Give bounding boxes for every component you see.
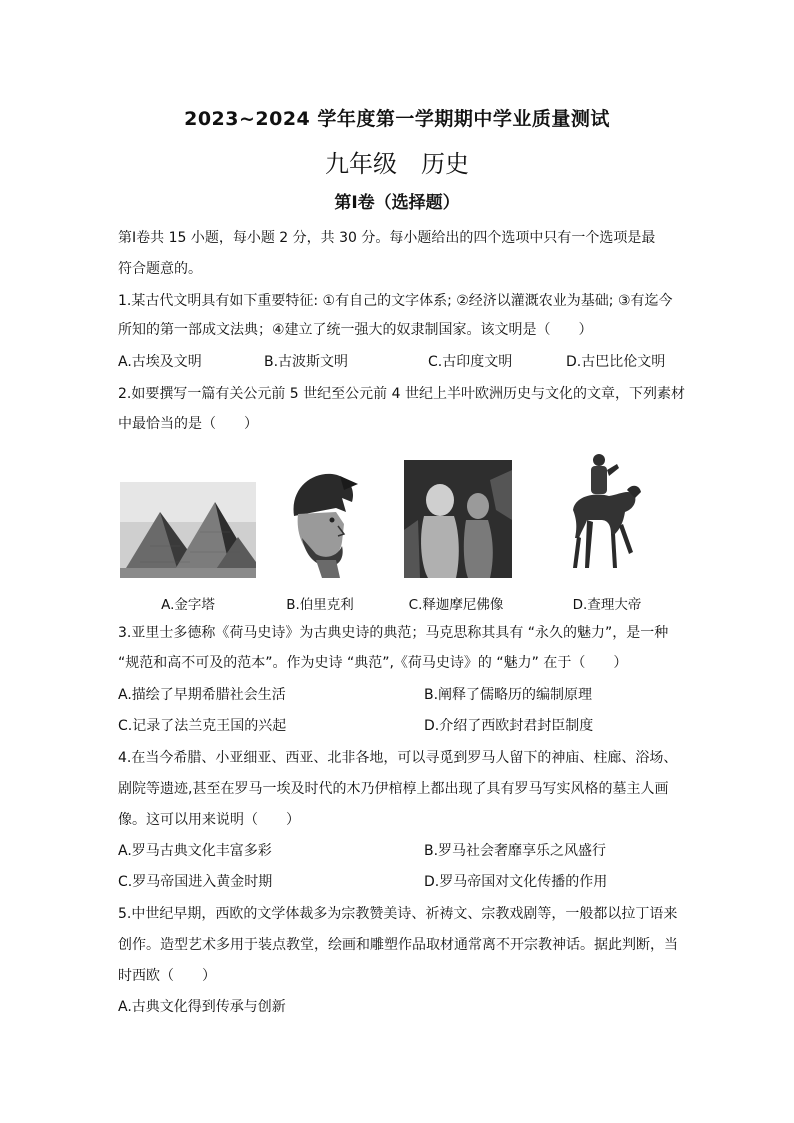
question-4-text: 像。这可以用来说明（ ） [118,812,300,828]
question-4-option-c: C.罗马帝国进入黄金时期 [118,874,273,890]
question-1-option-b: B.古波斯文明 [264,354,349,370]
question-4-text: 4.在当今希腊、小亚细亚、西亚、北非各地，可以寻觅到罗马人留下的神庙、柱廊、浴场、 [118,750,678,766]
question-1-text: 所知的第一部成文法典；④建立了统一强大的奴隶制国家。该文明是（ ） [118,322,593,338]
question-2-option-d: D.查理大帝 [572,597,642,613]
question-1-text: 1.某古代文明具有如下重要特征: ①有自己的文字体系; ②经济以灌溉农业为基础; ③有迄今 [118,293,673,309]
question-1-option-c: C.古印度文明 [428,354,513,370]
question-3-option-b: B.阐释了儒略历的编制原理 [424,687,593,703]
question-2-text: 中最恰当的是（ ） [118,416,258,432]
question-4-option-a: A.罗马古典文化丰富多彩 [118,843,272,859]
question-2-option-b: B.伯里克利 [286,597,354,613]
question-5-text: 时西欧（ ） [118,968,216,984]
pericles-bust-icon [282,468,360,578]
question-3-option-a: A.描绘了早期希腊社会生活 [118,687,286,703]
section-title: 第Ⅰ卷（选择题） [334,193,460,213]
instructions-line: 符合题意的。 [118,261,202,277]
question-5-text: 5.中世纪早期，西欧的文学体裁多为宗教赞美诗、祈祷文、宗教戏剧等，一般都以拉丁语来 [118,906,678,922]
question-3-option-d: D.介绍了西欧封君封臣制度 [424,718,594,734]
question-3-text: “规范和高不可及的范本”。作为史诗 “典范”,《荷马史诗》的 “魅力” 在于（ ） [118,655,628,671]
instructions-line: 第Ⅰ卷共 15 小题，每小题 2 分，共 30 分。每小题给出的四个选项中只有一个选项是最 [118,230,656,246]
charlemagne-equestrian-statue-icon [565,450,645,578]
question-5-text: 创作。造型艺术多用于装点教堂，绘画和雕塑作品取材通常离不开宗教神话。据此判断，当 [118,937,678,953]
pyramid-photo-icon [120,482,256,578]
question-2-option-a: A.金字塔 [161,597,215,613]
exam-subtitle: 九年级 历史 [325,150,469,178]
question-5-option-a: A.古典文化得到传承与创新 [118,999,286,1015]
question-2-text: 2.如要撰写一篇有关公元前 5 世纪至公元前 4 世纪上半叶欧洲历史与文化的文章，下列素材 [118,386,685,402]
question-4-option-d: D.罗马帝国对文化传播的作用 [424,874,608,890]
question-4-option-b: B.罗马社会奢靡享乐之风盛行 [424,843,607,859]
question-2-option-c: C.释迦摩尼佛像 [408,597,504,613]
exam-title: 2023~2024 学年度第一学期期中学业质量测试 [184,108,610,130]
question-3-text: 3.亚里士多德称《荷马史诗》为古典史诗的典范；马克思称其具有 “永久的魅力”，是一种 [118,625,669,641]
question-4-text: 剧院等遗迹,甚至在罗马一埃及时代的木乃伊棺椁上都出现了具有罗马写实风格的墓主人画 [118,781,669,797]
question-1-option-d: D.古巴比伦文明 [566,354,666,370]
question-1-option-a: A.古埃及文明 [118,354,202,370]
buddha-statue-icon [404,460,512,578]
question-3-option-c: C.记录了法兰克王国的兴起 [118,718,287,734]
